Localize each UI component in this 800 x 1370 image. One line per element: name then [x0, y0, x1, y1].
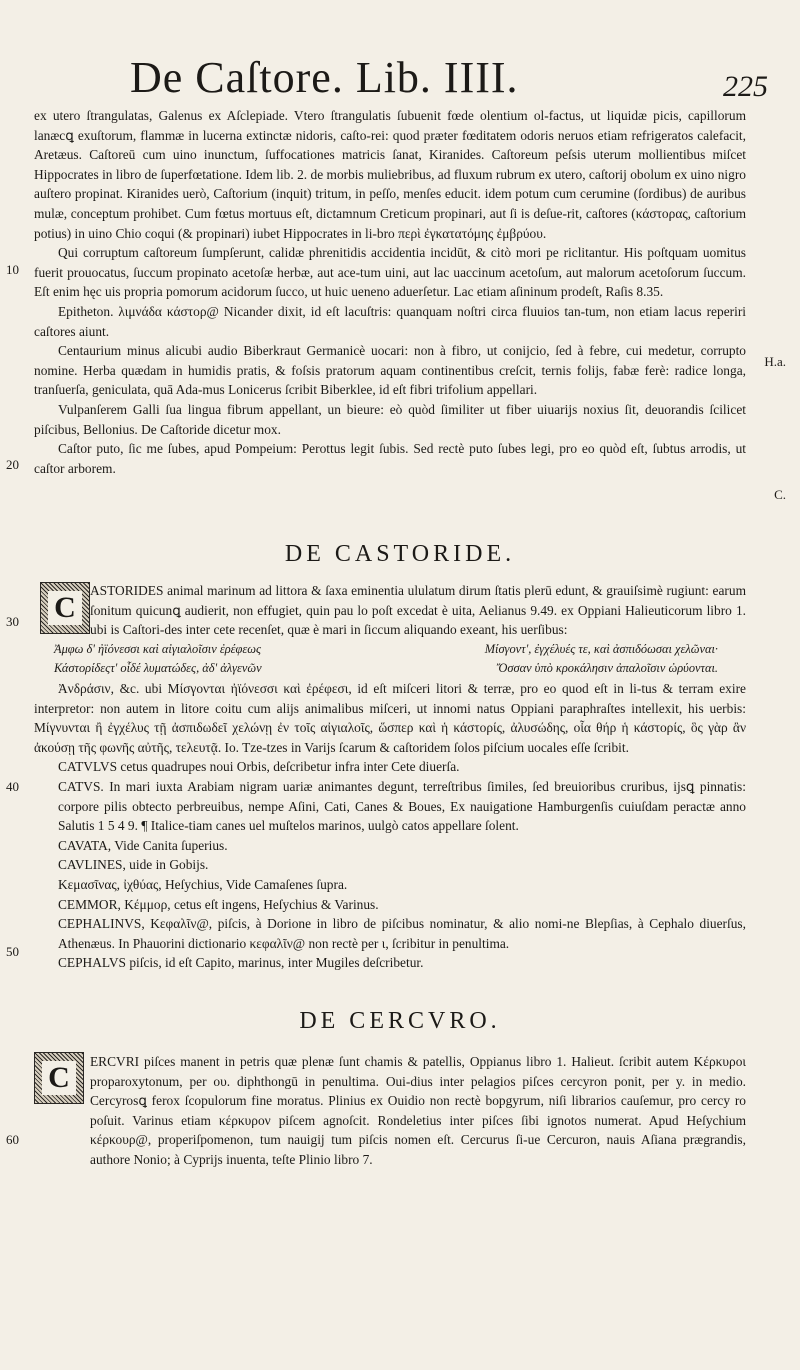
verse-half: Ἀμφω δ' ἠϊόνεσσι καὶ αἰγιαλοῖσιν ἐρέφεως — [54, 641, 262, 656]
margin-line-number: 50 — [6, 944, 19, 959]
initial-letter: C — [42, 1061, 76, 1095]
margin-line-number: 60 — [6, 1132, 19, 1147]
section-heading: DE CASTORIDE. — [284, 541, 516, 567]
paragraph: Vulpanſerem Galli ſua lingua fibrum appellant, un bieure: eò quòd ſimiliter ut fiber uiuarijs noxius ſit, deuorandis ſcilicet piſcibus, Bellonius. De Caſtoride dicetur mox. — [34, 401, 746, 437]
paragraph: ERCVRI piſces manent in petris quæ plenæ ſunt chamis & patellis, Oppianus libro 1. Halieut. ſcribit autem Κέρκυροι proparoxytonum, per ου. diphthongū in penultima. Oui-dius inter pelagios piſces cercyron ponit, per y. in medio. Cercyrosꝗ ferox ſcopulorum fine moratus. Plinius ex Ouidio non rectè bopgyrum, niſi librarios cauſemur, pro cercy ro poſuit. Varinus etiam κέρκυρον piſcem agnoſcit. Rondeletius inter piſces ſibi ignotos numerat. Apud Heſychium κέρκουρ@, properiſpomenon, tum nauigij tum piſcis nomen eſt. Cercurus ſi-ue Cercuron, nauis Aſiana prægrandis, authore Nonio; à Cyprijs inuenta, teſte Plinio libro 7. — [90, 1054, 746, 1167]
margin-line-number: 20 — [6, 457, 19, 472]
margin-line-number: 40 — [6, 779, 19, 794]
entry: CEPHALVS piſcis, id eſt Capito, marinus, inter Mugiles deſcribetur. — [58, 955, 424, 971]
margin-line-number: 10 — [6, 262, 19, 277]
paragraph: Epitheton. λιμνάδα κάστορ@ Nicander dixit, id eſt lacuſtris: quanquam noſtri circa fluuios tan-tum, non etiam lacus reperiri caſtores aiunt. — [34, 303, 746, 339]
margin-line-number: 30 — [6, 614, 19, 629]
running-title: De Caſtore. Lib. IIII. — [130, 53, 519, 102]
margin-note: H.a. — [764, 354, 786, 369]
paragraph: Caſtor puto, ſic me ſubes, apud Pompeium: Perottus legit ſubis. Sed rectè puto ſubes legi, pro eo quòd eſt, ſubtus arrodis, ut caſtor arborem. — [34, 441, 746, 476]
greek-verse — [34, 640, 746, 660]
entry: CATVS. In mari iuxta Arabiam nigram uariæ animantes degunt, terreſtribus ſimiles, ſed breuioribus cruribus, ijsꝗ pinnatis: corpore pilis obtecto perbreuibus, nempe Aſini, Cati, Canes & Boues, Ex nauigatione Hamburgenſis cuiuſdam peractæ anno Salutis 1 5 4 9. ¶ Italice-tiam canes uel muſtelos marinos, uulgò catos appellare ſolent. — [58, 778, 746, 834]
margin-note: C. — [774, 487, 786, 502]
verse-half: Κάστορίδεςτ' οἶδέ λυματώδες, ἀδ' ἀλγενῶν — [54, 661, 262, 676]
initial-letter: C — [48, 591, 82, 625]
paragraph: ex utero ſtrangulatas, Galenus ex Aſclepiade. Vtero ſtrangulatis ſubuenit fœde olentium ol-factus, ut liquidæ picis, capillorum lanæcꝗ exuſtorum, flammæ in lucerna extinctæ nidoris, caſto-rei: quod præter fœditatem odoris neruos etiam refrigeratos calefacit, Aretæus. Caſtoreū cum uino inunctum, ſuffocationes matricis ſanat, Kiranides. Caſtoreum peſsis uterum mollientibus miſcet Hippocrates in libro de ſuperfœtatione. Idem lib. 2. de morbis muliebribus, ad fluxum rubrum ex utero, caſtorij obolum ex uino nigro auſtero propinat. Kiranides uerò, Caſtorium (inquit) tritum, in peſſo, menſes educit. idem potum cum cerumine (ſordibus) de auribus mulæ, conceptum prohibet. Cum fœtus mortuus eſt, dictamnum Creticum propinari, aut ſi is deſue-rit, caſtores (κάστορας, caſtorium potius) in uino Chio coqui (& propinari) iubet Hippocrates in li-bro περὶ ἐγκατατόμης ἐμβρύου. — [34, 108, 746, 241]
entry: CEMMOR, Κέμμορ, cetus eſt ingens, Heſychius & Varinus. — [58, 896, 379, 912]
entry: CAVLINES, uide in Gobijs. — [58, 857, 209, 873]
entry: CEPHALINVS, Κεφαλῖν@, piſcis, à Dorione in libro de piſcibus nominatur, & alio nomi-ne Blepſias, à Cephalo diuerſus, Athenæus. In Phauorini dictionario κεφαλῖν@ non rectè per ι, ſcribitur in penultima. — [58, 916, 746, 951]
entry: CATVLVS cetus quadrupes noui Orbis, deſcribetur infra inter Cete diuerſa. — [58, 759, 460, 775]
entry: Κεμασῖνας, ἰχθύας, Heſychius, Vide Camaſenes ſupra. — [58, 876, 348, 892]
cercuro-text-block — [34, 1052, 746, 1170]
greek-verse — [34, 659, 746, 679]
section-heading: DE CERCVRO. — [299, 1008, 501, 1034]
paragraph: Qui corruptum caſtoreum ſumpſerunt, calidæ phrenitidis accidentia incidūt, & citò mori pe riclitantur. His poſtquam uomitus fuerit prouocatus, ſuccum propinato acetoſæ herbæ, aut ace-tum uini, aut lac uaccinum acetoſum, aut malorum acetoſorum ſuccum. Eſt enim hęc uis propria pomorum acidorum ſucco, ut huic ueneno aduerſetur. Lac etiam aſininum prodeſt, Raſis 8.35. — [34, 245, 746, 300]
paragraph: Centaurium minus alicubi audio Biberkraut Germanicè uocari: non à fibro, ut conijcio, ſed à febre, cui medetur, corrupto nomine. Herba quædam in humidis pratis, & foſsis pratorum aquam continentibus creſcit, ternis folijs, fabæ ferè: radice longa, tranſuerſa, geniculata, quā Ada-mus Lonicerus ſcribit Biberklee, id eſt fibri trifolium appellari. — [34, 343, 746, 398]
verse-half: Ὄσσαν ὑπὸ κροκάλησιν ἀπαλοῖσιν ὠρύονται. — [496, 661, 718, 676]
page-header — [130, 52, 780, 103]
paragraph: ASTORIDES animal marinum ad littora & ſaxa eminentia ululatum dirum ſtatis plerū edunt, & grauiſsimè rugiunt: earum ſonitum quicunꝗ audierit, non effugiet, quin pau lo poſt excedat è uita, Aelianus 9.49. ex Oppiani Halieuticorum libro 1. ubi is Caſtori-des inter cete recenſet, quæ è mari in ſiccum aliquando exeant, his uerſibus: — [90, 583, 746, 638]
paragraph: Ἀνδράσιν, &c. ubi Μίσγονται ἠϊόνεσσι καὶ ἐρέφεσι, id eſt miſceri litori & terræ, pro eo quod eſt in li-tus & terram exire interpretor: non autem in litore coitu cum alijs animalibus miſceri, ut innomi natus Oppiani paraphraſtes intellexit, his uerbis: Μίγνυνται ἢ ἐγχέλυς τῇ ἀσπιδωδεῖ χελώνῃ ἐν τοῖς αἰγιαλοῖς, ὥσπερ καὶ ἡ κάστορίς, ἀλυσώδης, οἷα θήρ ἡ κάστορίς, ὃς γὰρ ἂν ἀκούσῃ τῆς φωνῆς αὐτῆς, τελευτᾷ. Io. Tze-tzes in Varijs ſcarum & caſtoridem ſolos piſcium uocales eſſe ſcribit. — [34, 680, 746, 755]
castoride-text-block — [34, 581, 746, 973]
page-number: 225 — [723, 70, 768, 103]
castor-text-block — [34, 106, 746, 478]
verse-half: Μίσγοντ', ἐγχέλυές τε, καὶ ἀσπιδόωσαι χελῶναι· — [484, 641, 718, 656]
entry: CAVATA, Vide Canita ſuperius. — [58, 837, 228, 853]
